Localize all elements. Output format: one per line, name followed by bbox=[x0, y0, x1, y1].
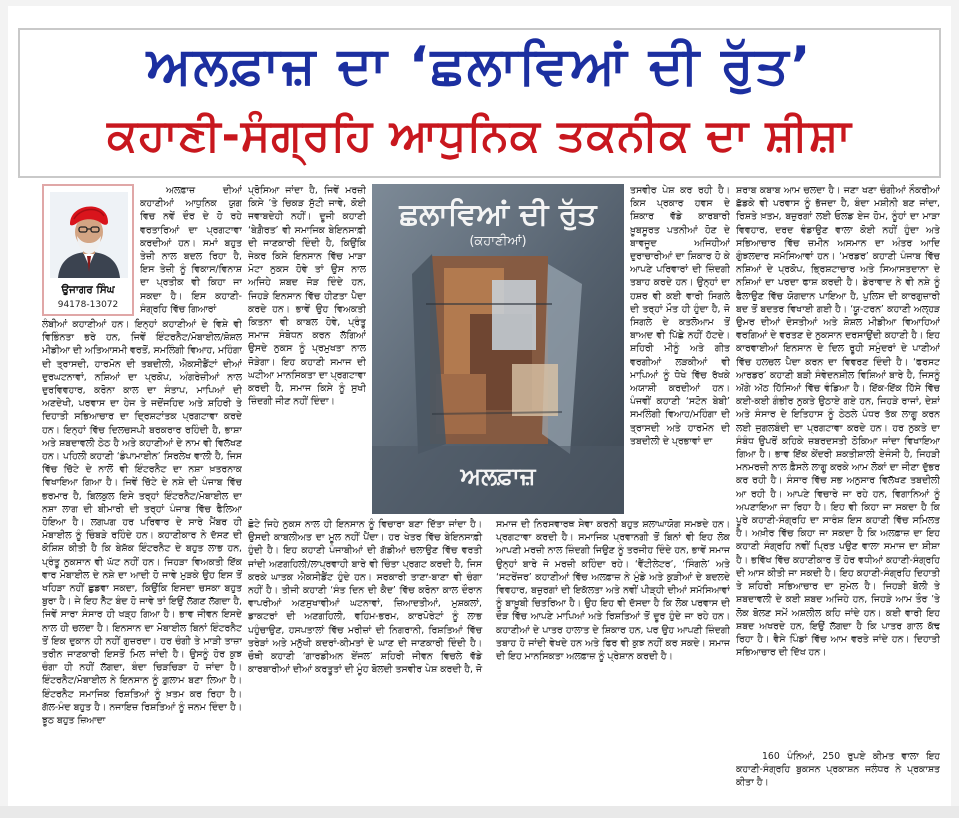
paragraph: ਤਸਵੀਰ ਪੇਸ਼ ਕਰ ਰਹੀ ਹੈ। ਕਿਸ ਪ੍ਰਕਾਰ ਹਵਸ ਦੇ ਸ਼ਿਕਾਰ ਵੱਡੇ ਕਾਰਬਾਰੀ ਖ਼ੂਬਸੂਰਤ ਪਤਨੀਆਂ ਹੋਣ ਦੇ ਬਾਵਜੂਦ ਅਜਿਹੀਆਂ ਦੁਰਾਚਾਰੀਆਂ ਦਾ ਸ਼ਿਕਾਰ ਹੋ ਕੇ ਆਪਣੇ ਪਰਿਵਾਰਾਂ ਦੀ ਜ਼ਿੰਦਗੀ ਤਬਾਹ ਕਰਦੇ ਹਨ। ਉਨ੍ਹਾਂ ਦਾ ਹਸ਼ਰ ਵੀ ਕਈ ਵਾਰੀ ਸਿਗਲੇ ਦੀ ਤਰ੍ਹਾਂ ਮੌਤ ਹੀ ਹੁੰਦਾ ਹੈ, ਜੋ ਸਿਗਲੇ ਦੇ ਕਤਲੋਆਮ ਤੋਂ ਬਾਅਦ ਵੀ ਪਿੱਛੇ ਨਹੀਂ ਹੱਟਦੇ। ਸ਼ਹਿਰੀ ਮੀਨੂੰ ਅਤੇ ਗੀਤ ਵਰਗੀਆਂ ਲੜਕੀਆਂ ਵੀ ਮਾਪਿਆਂ ਨੂੰ ਧੋਖੇ ਵਿੱਚ ਰੱਖਕੇ ਅਯਾਸ਼ੀ ਕਰਦੀਆਂ ਹਨ। ਪੰਜਵੀਂ ਕਹਾਣੀ ‘ਸਟੋਨ ਬੇਬੀ’ ਸਮਲਿੰਗੀ ਵਿਆਹ/ਮਹਿੰਗਾ ਦੀ ਤ੍ਰਾਸਦੀ ਅਤੇ ਹਾਰਮੋਨ ਦੀ ਤਬਦੀਲੀ ਦੇ ਪ੍ਰਭਾਵਾਂ ਦਾ bbox=[630, 185, 730, 447]
book-title: ਛਲਾਵਿਆਂ ਦੀ ਰੁੱਤ bbox=[399, 197, 597, 232]
paragraph: ਸ਼ਰਾਬ ਕਬਾਬ ਆਮ ਚਲਦਾ ਹੈ। ਜਣਾ ਖਣਾ ਚੰਗੀਆਂ ਨੌਕਰੀਆਂ ਛੱਡਕੇ ਵੀ ਪਰਵਾਸ ਨੂੰ ਭੱਜਦਾ ਹੈ, ਬੰਦਾ ਮਸ਼ੀਨੀ ਬਣ ਜਾਂਦਾ, ਰਿਸ਼ਤੇ ਖ਼ਤਮ, ਬਜ਼ੁਰਗਾਂ ਲਈ ਓਲਡ ਏਜ ਹੋਮ, ਨੂੰਹਾਂ ਦਾ ਮਾੜਾ ਵਿਵਹਾਰ, ਦਰਦ ਵੰਡਾਉਣ ਵਾਲਾ ਕੋਈ ਨਹੀਂ ਹੁੰਦਾ ਅਤੇ ਸਭਿਆਚਾਰ ਵਿੱਚ ਜ਼ਮੀਨ ਅਸਮਾਨ ਦਾ ਅੰਤਰ ਆਦਿ ਗੁੰਝਲਦਾਰ ਸਮੱਸਿਆਵਾਂ ਹਨ। ‘ਮਰਡਰ’ ਕਹਾਣੀ ਪੰਜਾਬ ਵਿੱਚ ਨਸ਼ਿਆਂ ਦੇ ਪ੍ਰਕੋਪ, ਭ੍ਰਿਸ਼ਟਾਚਾਰ ਅਤੇ ਸਿਆਸਤਦਾਨਾ ਦੇ ਨਸ਼ਿਆਂ ਦਾ ਪਰਦਾ ਫਾਸ਼ ਕਰਦੀ ਹੈ। ਡੇਰਾਵਾਦ ਨੇ ਵੀ ਨਸ਼ੇ ਨੂੰ ਫੈਲਾਉਣ ਵਿੱਚ ਯੋਗਦਾਨ ਪਾਇਆ ਹੈ, ਪੁਲਿਸ ਦੀ ਕਾਰਗੁਜ਼ਾਰੀ ਬਦ ਤੋਂ ਬਦਤਰ ਵਿਖਾਈ ਗਈ ਹੈ। ‘ਯੂ-ਟਰਨ’ ਕਹਾਣੀ ਅਲ੍ਹੜ ਉਮਰ ਦੀਆਂ ਦੋਸਤੀਆਂ ਅਤੇ ਸ਼ੋਸ਼ਲ ਮੀਡੀਆ ਵਿਆਹਿਆਂ ਵਰਗਿਆਂ ਦੇ ਵਰਤਣ ਦੇ ਨੁਕਸਾਨ ਦਰਸਾਉਂਦੀ ਕਹਾਣੀ ਹੈ। ਇਹ ਕਾਰਵਾਈਆਂ ਇਨਸਾਨ ਦੇ ਦਿਲ ਰੂਹੀ ਸਮੁੰਦਰਾਂ ਦੇ ਪਾਣੀਆਂ ਵਿੱਚ ਹਲਚਲ ਪੈਦਾ ਕਰਨ ਦਾ ਵਿਵਰਣ ਦਿੰਦੀ ਹੈ। ‘ਫਰਸਟ ਆਰਡਰ’ ਕਹਾਣੀ ਬੜੀ ਸੰਵੇਦਨਸ਼ੀਲ ਵਿਸ਼ਿਆਂ ਬਾਰੇ ਹੈ, ਜਿਸਨੂੰ ਅੱਗੇ ਅੱਠ ਹਿੱਸਿਆਂ ਵਿੱਚ ਵੰਡਿਆ ਹੈ। ਇੱਕ-ਇੱਕ ਹਿੱਸੇ ਵਿੱਚ ਕਈ-ਕਈ ਗੰਭੀਰ ਨੁਕਤੇ ਉਠਾਏ ਗਏ ਹਨ, ਜਿਹੜੇ ਰਾਜਾਂ, ਦੇਸ਼ਾਂ ਅਤੇ ਸੰਸਾਰ ਦੇ ਇਤਿਹਾਸ ਨੂੰ ਠੇਠਲੇ ਪੰਧਰ ਤੱਕ ਲਾਗੂ ਕਰਨ ਲਈ ਜੁਗਲਬੰਦੀ ਦਾ ਪ੍ਰਗਟਾਵਾ ਕਰਦੇ ਹਨ। ਹਰ ਨੁਕਤੇ ਦਾ ਸੰਬੰਧ ਉਪਰੋਂ ਕਹਿਕੇ ਜ਼ਬਰਦਸਤੀ ਠੋਕਿਆ ਜਾਂਦਾ ਵਿਖਾਇਆ ਗਿਆ ਹੈ। ਭਾਵ ਇੱਕ ਕੇਂਦਰੀ ਸ਼ਕਤੀਸ਼ਾਲੀ ਏਜੰਸੀ ਹੈ, ਜਿਹੜੀ ਮਨਮਰਜ਼ੀ ਨਾਲ ਫ਼ੈਸਲੇ ਲਾਗੂ ਕਰਕੇ ਆਮ ਲੋਕਾਂ ਦਾ ਜੀਣਾ ਦੁੱਭਰ ਕਰ ਰਹੀ ਹੈ। ਸੰਸਾਰ ਵਿੱਚ ਸਭ ਅਨੁਸਾਰ ਵਿਲੱਖਣ ਤਬਦੀਲੀ ਆ ਰਹੀ ਹੈ। ਆਪਣੇ ਵਿਚਾਰੇ ਜਾ ਰਹੇ ਹਨ, ਵਿਗਾਨਿਆਂ ਨੂੰ ਅਪਣਾਇਆ ਜਾ ਰਿਹਾ ਹੈ। ਇਹ ਵੀ ਕਿਹਾ ਜਾ ਸਕਦਾ ਹੈ ਕਿ ਪੂਰੇ ਕਹਾਣੀ-ਸੰਗ੍ਰਹਿ ਦਾ ਸਾਰੰਸ਼ ਇਸ ਕਹਾਣੀ ਵਿੱਚ ਸਮਿਲਤ ਹੈ। ਅਖ਼ੀਰ ਵਿੱਚ ਕਿਹਾ ਜਾ ਸਕਦਾ ਹੈ ਕਿ ਅਲਫ਼ਾਜ਼ ਦਾ ਇਹ ਕਹਾਣੀ ਸੰਗ੍ਰਹਿ ਨਵੀਂ ਪ੍ਰਿਤ ਪਉਣ ਵਾਲਾ ਸਮਾਜ ਦਾ ਸ਼ੀਸ਼ਾ ਹੈ। ਭਵਿੱਖ ਵਿੱਚ ਕਹਾਣੀਕਾਰ ਤੋਂ ਹੋਰ ਵਧੀਆਂ ਕਹਾਣੀ-ਸੰਗ੍ਰਹਿ ਦੀ ਆਸ ਕੀਤੀ ਜਾ ਸਕਦੀ ਹੈ। ਇਹ ਕਹਾਣੀ-ਸੰਗ੍ਰਹਿ ਦਿਹਾਤੀ ਤੇ ਸ਼ਹਿਰੀ ਸਭਿਆਚਾਰ ਦਾ ਸੁਮੇਲ ਹੈ। ਜਿਹੜੀ ਬੋਲੀ ਤੇ ਸ਼ਬਦਾਵਲੀ ਦੇ ਕਈ ਸ਼ਬਦ ਅਜਿਹੇ ਹਨ, ਜਿਹੜੇ ਆਮ ਤੌਰ ’ਤੇ ਲੋਕ ਬੋਲਣ ਸਮੇਂ ਅਸ਼ਲੀਲ ਕਹਿ ਜਾਂਦੇ ਹਨ। ਕਈ ਵਾਰੀ ਇਹ ਸ਼ਬਦ ਅਖਰਦੇ ਹਨ, ਇਉਂ ਲੱਗਦਾ ਹੈ ਕਿ ਪਾਤਰ ਗਾਲ ਕੱਢ ਰਿਹਾ ਹੈ। ਵੈਸੇ ਪਿੰਡਾਂ ਵਿੱਚ ਆਮ ਵਰਤੇ ਜਾਂਦੇ ਹਨ। ਦਿਹਾਤੀ ਸਭਿਆਚਾਰ ਦੀ ਦਿੱਖ ਹਨ। bbox=[736, 185, 940, 659]
column-2-top bbox=[248, 184, 366, 514]
author-phone: 94178-13072 bbox=[57, 300, 119, 310]
paragraph: ਛੋਟੇ ਜਿਹੇ ਨੁਕਸ ਨਾਲ ਹੀ ਇਨਸਾਨ ਨੂੰ ਵਿਚਾਰਾ ਬਣਾ ਦਿੱਤਾ ਜਾਂਦਾ ਹੈ। ਉਸਦੀ ਕਾਬਲੀਅਤ ਦਾ ਮੂਲ ਨਹੀਂ ਪੈਂਦਾ। ਹਰ ਖੇਤਰ ਵਿੱਚ ਬੇਇਨਸਾਫ਼ੀ ਹੁੰਦੀ ਹੈ। ਇਹ ਕਹਾਣੀ ਪੰਜਾਬੀਆਂ ਦੀ ਗੱਡੀਆਂ ਚਲਾਉਣ ਵਿੱਚ ਵਰਤੀ ਜਾਂਦੀ ਅਣਗਹਿਲੀ/ਲਾਪ੍ਰਵਾਹੀ ਬਾਰੇ ਵੀ ਚਿੰਤਾ ਪ੍ਰਗਟ ਕਰਦੀ ਹੈ, ਜਿਸ ਕਰਕੇ ਘਾਤਕ ਐਕਸੀਡੈਂਟ ਹੁੰਦੇ ਹਨ। ਸਰਕਾਰੀ ਤਾਣਾ-ਬਾਣਾ ਵੀ ਚੰਗਾ ਨਹੀਂ ਹੈ। ਤੀਜੀ ਕਹਾਣੀ ‘ਸੰਤ ਦਿਨ ਦੀ ਕੈਦ’ ਵਿੱਚ ਕਰੋਨਾ ਕਾਲ ਦੌਰਾਨ ਵਾਪਰੀਆਂ ਅਣਸੁਖਾਵੀਆਂ ਘਟਨਾਵਾਂ, ਜ਼ਿਆਦਤੀਆਂ, ਮੁਸ਼ਕਲਾਂ, ਡਾਕਟਰਾਂ ਦੀ ਅਣਗਹਿਲੀ, ਵਹਿਮ-ਭਰਮ, ਕਾਰਪੋਰੇਟਾਂ ਨੂੰ ਲਾਭ ਪਹੁੰਚਾਉਣ, ਹਸਪਤਾਲਾਂ ਵਿੱਚ ਮਰੀਜ਼ਾਂ ਦੀ ਨਿਗਰਾਨੀ, ਰਿਸ਼ਤਿਆਂ ਵਿੱਚ ਤਰੇੜਾਂ ਅਤੇ ਮਨੁੱਖੀ ਕਦਰਾਂ-ਕੀਮਤਾਂ ਦੇ ਘਾਣ ਦੀ ਜਾਣਕਾਰੀ ਦਿੰਦੀ ਹੈ। ਚੌਥੀ ਕਹਾਣੀ ‘ਗਾਰਡੀਅਨ ਏਂਜਲ’ ਸ਼ਹਿਰੀ ਜੀਵਨ ਵਿਚਲੇ ਵੱਡੇ ਕਾਰਬਾਰੀਆਂ ਦੀਆਂ ਕਰਤੂਤਾਂ ਦੀ ਮੂੰਹ ਬੋਲਦੀ ਤਸਵੀਰ ਪੇਸ਼ ਕਰਦੀ ਹੈ, ਜੋ ਸਮਾਜ ਦੀ ਨਿਰਸਵਾਰਥ ਸੇਵਾ ਕਰਨੀ ਬਹੁਤ ਸ਼ਲਾਘਾਯੋਗ ਸਮਝਦੇ ਹਨ। ਪ੍ਰਗਟਾਵਾ ਕਰਦੀ ਹੈ। ਸਮਾਜਿਕ ਪ੍ਰਵਾਨਗੀ ਤੋਂ ਬਿਨਾਂ ਵੀ ਇਹ ਲੋਕ ਆਪਣੀ ਮਰਜ਼ੀ ਨਾਲ ਜ਼ਿੰਦਗੀ ਜਿਉਣ ਨੂੰ ਤਰਜੀਹ ਦਿੰਦੇ ਹਨ, ਭਾਵੇਂ ਸਮਾਜ ਉਨ੍ਹਾਂ ਬਾਰੇ ਜੋ ਮਰਜ਼ੀ ਕਹਿੰਦਾ ਰਹੇ। ‘ਵੈਂਟੀਲੇਟਰ’, ‘ਸਿੰਗਲੇ’ ਅਤੇ ‘ਸਟਰੇਂਜਰ’ ਕਹਾਣੀਆਂ ਵਿੱਚ ਅਲਫ਼ਾਜ਼ ਨੇ ਮੁੰਡੇ ਅਤੇ ਕੁੜੀਆਂ ਦੇ ਬਦਲਦੇ ਵਿਵਹਾਰ, ਬਜ਼ੁਰਗਾਂ ਦੀ ਇਕੱਲਤਾ ਅਤੇ ਨਵੀਂ ਪੀੜ੍ਹੀ ਦੀਆਂ ਸਮੱਸਿਆਵਾਂ ਨੂੰ ਬਾਖ਼ੂਬੀ ਚਿਤਰਿਆ ਹੈ। ਉਹ ਇਹ ਵੀ ਦੱਸਦਾ ਹੈ ਕਿ ਲੋਕ ਪਰਵਾਸ ਦੀ ਦੌੜ ਵਿੱਚ ਆਪਣੇ ਮਾਪਿਆਂ ਅਤੇ ਰਿਸ਼ਤਿਆਂ ਤੋਂ ਦੂਰ ਹੁੰਦੇ ਜਾ ਰਹੇ ਹਨ। ਕਹਾਣੀਆਂ ਦੇ ਪਾਤਰ ਹਾਲਾਤ ਦੇ ਸ਼ਿਕਾਰ ਹਨ, ਪਰ ਉਹ ਆਪਣੀ ਜ਼ਿੰਦਗੀ ਤਬਾਹ ਹੋ ਜਾਂਦੀ ਵੇਖਦੇ ਹਨ ਅਤੇ ਫਿਰ ਵੀ ਕੁਝ ਨਹੀਂ ਕਰ ਸਕਦੇ। ਸਮਾਜ ਦੀ ਇਹ ਮਾਨਸਿਕਤਾ ਅਲਫ਼ਾਜ਼ ਨੂੰ ਪ੍ਰੇਸ਼ਾਨ ਕਰਦੀ ਹੈ। bbox=[248, 519, 730, 676]
paragraph: ਪ੍ਰੋਸਿਆ ਜਾਂਦਾ ਹੈ, ਜਿਵੇਂ ਮਰਜ਼ੀ ਕਿਸੇ ’ਤੇ ਚਿਕੜ ਸੁੱਟੀ ਜਾਵੇ, ਕੋਈ ਜਵਾਬਦੇਹੀ ਨਹੀਂ। ਦੂਜੀ ਕਹਾਣੀ ‘ਬੇਗ਼ੈਰਤ’ ਵੀ ਸਮਾਜਿਕ ਬੇਇਨਸਾਫ਼ੀ ਦੀ ਜਾਣਕਾਰੀ ਦਿੰਦੀ ਹੈ, ਕਿਉਂਕਿ ਜੇਕਰ ਕਿਸੇ ਇਨਸਾਨ ਵਿੱਚ ਮਾੜਾ ਮੋਟਾ ਨੁਕਸ ਹੋਵੇ ਤਾਂ ਉਸ ਨਾਲ ਅਜਿਹੇ ਸ਼ਬਦ ਜੋੜ ਦਿੰਦੇ ਹਨ, ਜਿਹੜੇ ਇਨਸਾਨ ਵਿੱਚ ਹੀਣਤਾ ਪੈਦਾ ਕਰਦੇ ਹਨ। ਭਾਵੇਂ ਉਹ ਵਿਅਕਤੀ ਕਿਤਨਾ ਵੀ ਕਾਬਲ ਹੋਵੇ, ਪ੍ਰੰਤੂ ਸਮਾਜ ਸੰਬੋਧਨ ਕਰਨ ਲੱਗਿਆਂ ਉਸਦੇ ਨੁਕਸ ਨੂੰ ਪ੍ਰਮੁਖਤਾ ਨਾਲ ਜੋੜੇਗਾ। ਇਹ ਕਹਾਣੀ ਸਮਾਜ ਦੀ ਘਟੀਆ ਮਾਨਸਿਕਤਾ ਦਾ ਪ੍ਰਗਟਾਵਾ ਕਰਦੀ ਹੈ, ਸਮਾਜ ਕਿਸੇ ਨੂੰ ਸੁਖੀ ਜ਼ਿੰਦਗੀ ਜੀਣ ਨਹੀਂ ਦਿੰਦਾ। bbox=[248, 185, 366, 408]
author-name: ਉਜਾਗਰ ਸਿੰਘ bbox=[61, 284, 115, 296]
column-3-top bbox=[630, 184, 730, 514]
author-photo bbox=[50, 192, 128, 278]
column-1-bottom bbox=[42, 318, 242, 798]
paragraph: ਅਲਫ਼ਾਜ਼ ਦੀਆਂ ਕਹਾਣੀਆਂ ਆਧੁਨਿਕ ਯੁਗ ਵਿਚ ਨਵੇਂ ਦੌਰ ਦੇ ਹੋ ਰਹੇ ਵਰਤਾਰਿਆਂ ਦਾ ਪ੍ਰਗਟਾਵਾ ਕਰਦੀਆਂ ਹਨ। ਸਮਾਂ ਬਹੁਤ ਤੇਜ਼ੀ ਨਾਲ ਬਦਲ ਰਿਹਾ ਹੈ, ਇਸ ਤੇਜ਼ੀ ਨੂੰ ਵਿਕਾਸ/ਵਿਨਾਸ਼ ਦਾ ਪ੍ਰਤੀਕ ਵੀ ਕਿਹਾ ਜਾ ਸਕਦਾ ਹੈ। ਇਸ ਕਹਾਣੀ-ਸੰਗ੍ਰਹਿ ਵਿੱਚ ਗਿਆਰਾਂ bbox=[140, 185, 242, 315]
paragraph: ਲੰਬੀਆਂ ਕਹਾਣੀਆਂ ਹਨ। ਇਨ੍ਹਾਂ ਕਹਾਣੀਆਂ ਦੇ ਵਿਸ਼ੇ ਵੀ ਵਿਭਿੰਨਤਾ ਭਰੇ ਹਨ, ਜਿਵੇਂ ਇੰਟਰਨੈਟ/ਮੋਬਾਈਲ/ਸ਼ੋਸ਼ਲ ਮੀਡੀਆ ਦੀ ਅਤਿਆਸਮੀ ਵਰਤੋਂ, ਸਮਲਿੰਗੀ ਵਿਆਹ, ਮਹਿੰਗਾ ਦੀ ਤ੍ਰਾਸਦੀ, ਹਾਰਮੋਨ ਦੀ ਤਬਦੀਲੀ, ਐਕਸੀਡੈਂਟਾਂ ਦੀਆਂ ਦੁਰਘਟਨਾਵਾਂ, ਨਸ਼ਿਆਂ ਦਾ ਪ੍ਰਕੋਪ, ਅੰਗਰੇਜ਼ੀਆਂ ਨਾਲ ਦੁਰਵਿਵਹਾਰ, ਕਰੋਨਾ ਕਾਲ ਦਾ ਸੰਤਾਪ, ਮਾਪਿਆਂ ਦੀ ਅਣਦੇਖੀ, ਪਰਵਾਸ ਦਾ ਹੇਜ ਤੇ ਜਦੋਂਜਹਿਦ ਅਤੇ ਸ਼ਹਿਰੀ ਤੇ ਦਿਹਾਤੀ ਸਭਿਆਚਾਰ ਦਾ ਦ੍ਰਿਸ਼ਟਾਂਤਕ ਪ੍ਰਗਟਾਵਾ ਕਰਦੇ ਹਨ। ਇਨ੍ਹਾਂ ਵਿੱਚ ਦਿਲਚਸਪੀ ਬਰਕਰਾਰ ਰਹਿੰਦੀ ਹੈ, ਭਾਸ਼ਾ ਅਤੇ ਸ਼ਬਦਾਵਲੀ ਠੇਠ ਹੈ ਅਤੇ ਕਹਾਣੀਆਂ ਦੇ ਨਾਮ ਵੀ ਵਿਲੱਖਣ ਹਨ। ਪਹਿਲੀ ਕਹਾਣੀ ‘ਡੰਪਾਮਾਈਨ’ ਸਿਰਲੇਖ ਵਾਲੀ ਹੈ, ਜਿਸ ਵਿੱਚ ਚਿੱਟੇ ਦੇ ਨਾਲੋਂ ਵੀ ਇੰਟਰਨੈਟ ਦਾ ਨਸ਼ਾ ਖ਼ਤਰਨਾਕ ਵਿਖਾਇਆ ਗਿਆ ਹੈ। ਜਿਵੇਂ ਚਿੱਟੇ ਦੇ ਨਸ਼ੇ ਦੀ ਪੰਜਾਬ ਵਿੱਚ ਭਰਮਾਰ ਹੈ, ਬਿਲਕੁਲ ਇਸੇ ਤਰ੍ਹਾਂ ਇੰਟਰਨੈਟ/ਮੋਬਾਈਲ ਦਾ ਨਸ਼ਾ ਲਾਗ ਦੀ ਬੀਮਾਰੀ ਦੀ ਤਰ੍ਹਾਂ ਪੰਜਾਬ ਵਿੱਚ ਫੈਲਿਆ ਹੋਇਆ ਹੈ। ਲਗਪਗ ਹਰ ਪਰਿਵਾਰ ਦੇ ਸਾਰੇ ਮੈਂਬਰ ਹੀ ਮੋਬਾਈਲ ਨੂੰ ਚਿੰਬੜੇ ਰਹਿੰਦੇ ਹਨ। ਕਹਾਣੀਕਾਰ ਨੇ ਦੱਸਣ ਦੀ ਕੋਸ਼ਿਸ਼ ਕੀਤੀ ਹੈ ਕਿ ਬੇਸ਼ੱਕ ਇੰਟਰਨੈਟ ਦੇ ਬਹੁਤ ਲਾਭ ਹਨ, ਪ੍ਰੰਤੂ ਨੁਕਸਾਨ ਵੀ ਘੱਟ ਨਹੀਂ ਹਨ। ਜਿਹੜਾ ਵਿਅਕਤੀ ਇੱਕ ਵਾਰ ਮੋਬਾਈਲ ਦੇ ਨਸ਼ੇ ਦਾ ਆਦੀ ਹੋ ਜਾਵੇ ਮੁੜਕੇ ਉਹ ਇਸ ਤੋਂ ਖਹਿੜਾ ਨਹੀਂ ਛੁਡਵਾ ਸਕਦਾ, ਕਿਉਂਕਿ ਇਸਦਾ ਚਸਕਾ ਬਹੁਤ ਬੁਰਾ ਹੈ। ਜੇ ਇਹ ਨੈੱਟ ਬੰਦ ਹੋ ਜਾਵੇ ਤਾਂ ਇਉਂ ਲੱਗਣ ਲੱਗਦਾ ਹੈ, ਜਿਵੇਂ ਸਾਰਾ ਸੰਸਾਰ ਹੀ ਖੜ੍ਹ ਗਿਆ ਹੈ। ਭਾਵ ਜੀਵਨ ਇਸਦੇ ਨਾਲ ਹੀ ਚਲਦਾ ਹੈ। ਇਨਸਾਨ ਦਾ ਮੋਬਾਈਲ ਬਿਨਾਂ ਇੰਟਰਨੈਟ ਤੋਂ ਇਕ ਦੁਕਾਨ ਹੀ ਨਹੀਂ ਗੁਜ਼ਰਦਾ। ਹਰ ਚੰਗੀ ਤੇ ਮਾੜੀ ਤਾਜ਼ਾ ਤਰੀਨ ਜਾਣਕਾਰੀ ਇਸਤੋਂ ਮਿਲ ਜਾਂਦੀ ਹੈ। ਉਸਨੂੰ ਹੋਰ ਕੁਝ ਚੰਗਾ ਹੀ ਨਹੀਂ ਲੱਗਦਾ, ਬੰਦਾ ਚਿੜਚਿੜਾ ਹੋ ਜਾਂਦਾ ਹੈ। ਇੰਟਰਨੈਟ/ਮੋਬਾਈਲ ਨੇ ਇਨਸਾਨ ਨੂੰ ਗ਼ੁਲਾਮ ਬਣਾ ਲਿਆ ਹੈ। ਇੰਟਰਨੈਟ ਸਮਾਜਿਕ ਰਿਸ਼ਤਿਆਂ ਨੂੰ ਖ਼ਤਮ ਕਰ ਰਿਹਾ ਹੈ। ਗੱਲ-ਮੰਦ ਬਹੁਤ ਹੈ। ਨਜਾਇਜ਼ ਰਿਸ਼ਤਿਆਂ ਨੂੰ ਜਨਮ ਦਿੰਦਾ ਹੈ। ਝੂਠ ਬਹੁਤ ਜ਼ਿਆਦਾ bbox=[42, 319, 242, 727]
book-author: ਅਲਫ਼ਾਜ਼ bbox=[460, 462, 536, 490]
newspaper-clipping bbox=[8, 6, 951, 806]
person-photo-icon bbox=[50, 192, 128, 278]
headline-box bbox=[18, 28, 941, 178]
book-cover bbox=[372, 184, 624, 514]
publication-details: 160 ਪੰਨਿਆਂ, 250 ਰੁਪਏ ਕੀਮਤ ਵਾਲਾ ਇਹ ਕਹਾਣੀ-ਸੰਗ੍ਰਹਿ ਬੁਕਸਨ ਪ੍ਰਕਾਸ਼ਨ ਜਲੰਧਰ ਨੇ ਪ੍ਰਕਾਸ਼ਤ ਕੀਤਾ ਹੈ। bbox=[736, 751, 940, 789]
author-box bbox=[42, 184, 134, 316]
column-4 bbox=[736, 184, 940, 744]
column-2-3-bottom bbox=[248, 518, 730, 798]
column-1-top bbox=[140, 184, 242, 316]
book-subtitle: (ਕਹਾਣੀਆਂ) bbox=[469, 234, 527, 249]
headline-title: ਅਲਫ਼ਾਜ਼ ਦਾ ‘ਛਲਾਵਿਆਂ ਦੀ ਰੁੱਤ’ bbox=[146, 36, 813, 96]
page-edge bbox=[0, 806, 959, 818]
column-4-end bbox=[736, 750, 940, 798]
headline-subtitle: ਕਹਾਣੀ-ਸੰਗ੍ਰਹਿ ਆਧੁਨਿਕ ਤਕਨੀਕ ਦਾ ਸ਼ੀਸ਼ਾ bbox=[107, 110, 852, 161]
article-body bbox=[42, 184, 942, 799]
